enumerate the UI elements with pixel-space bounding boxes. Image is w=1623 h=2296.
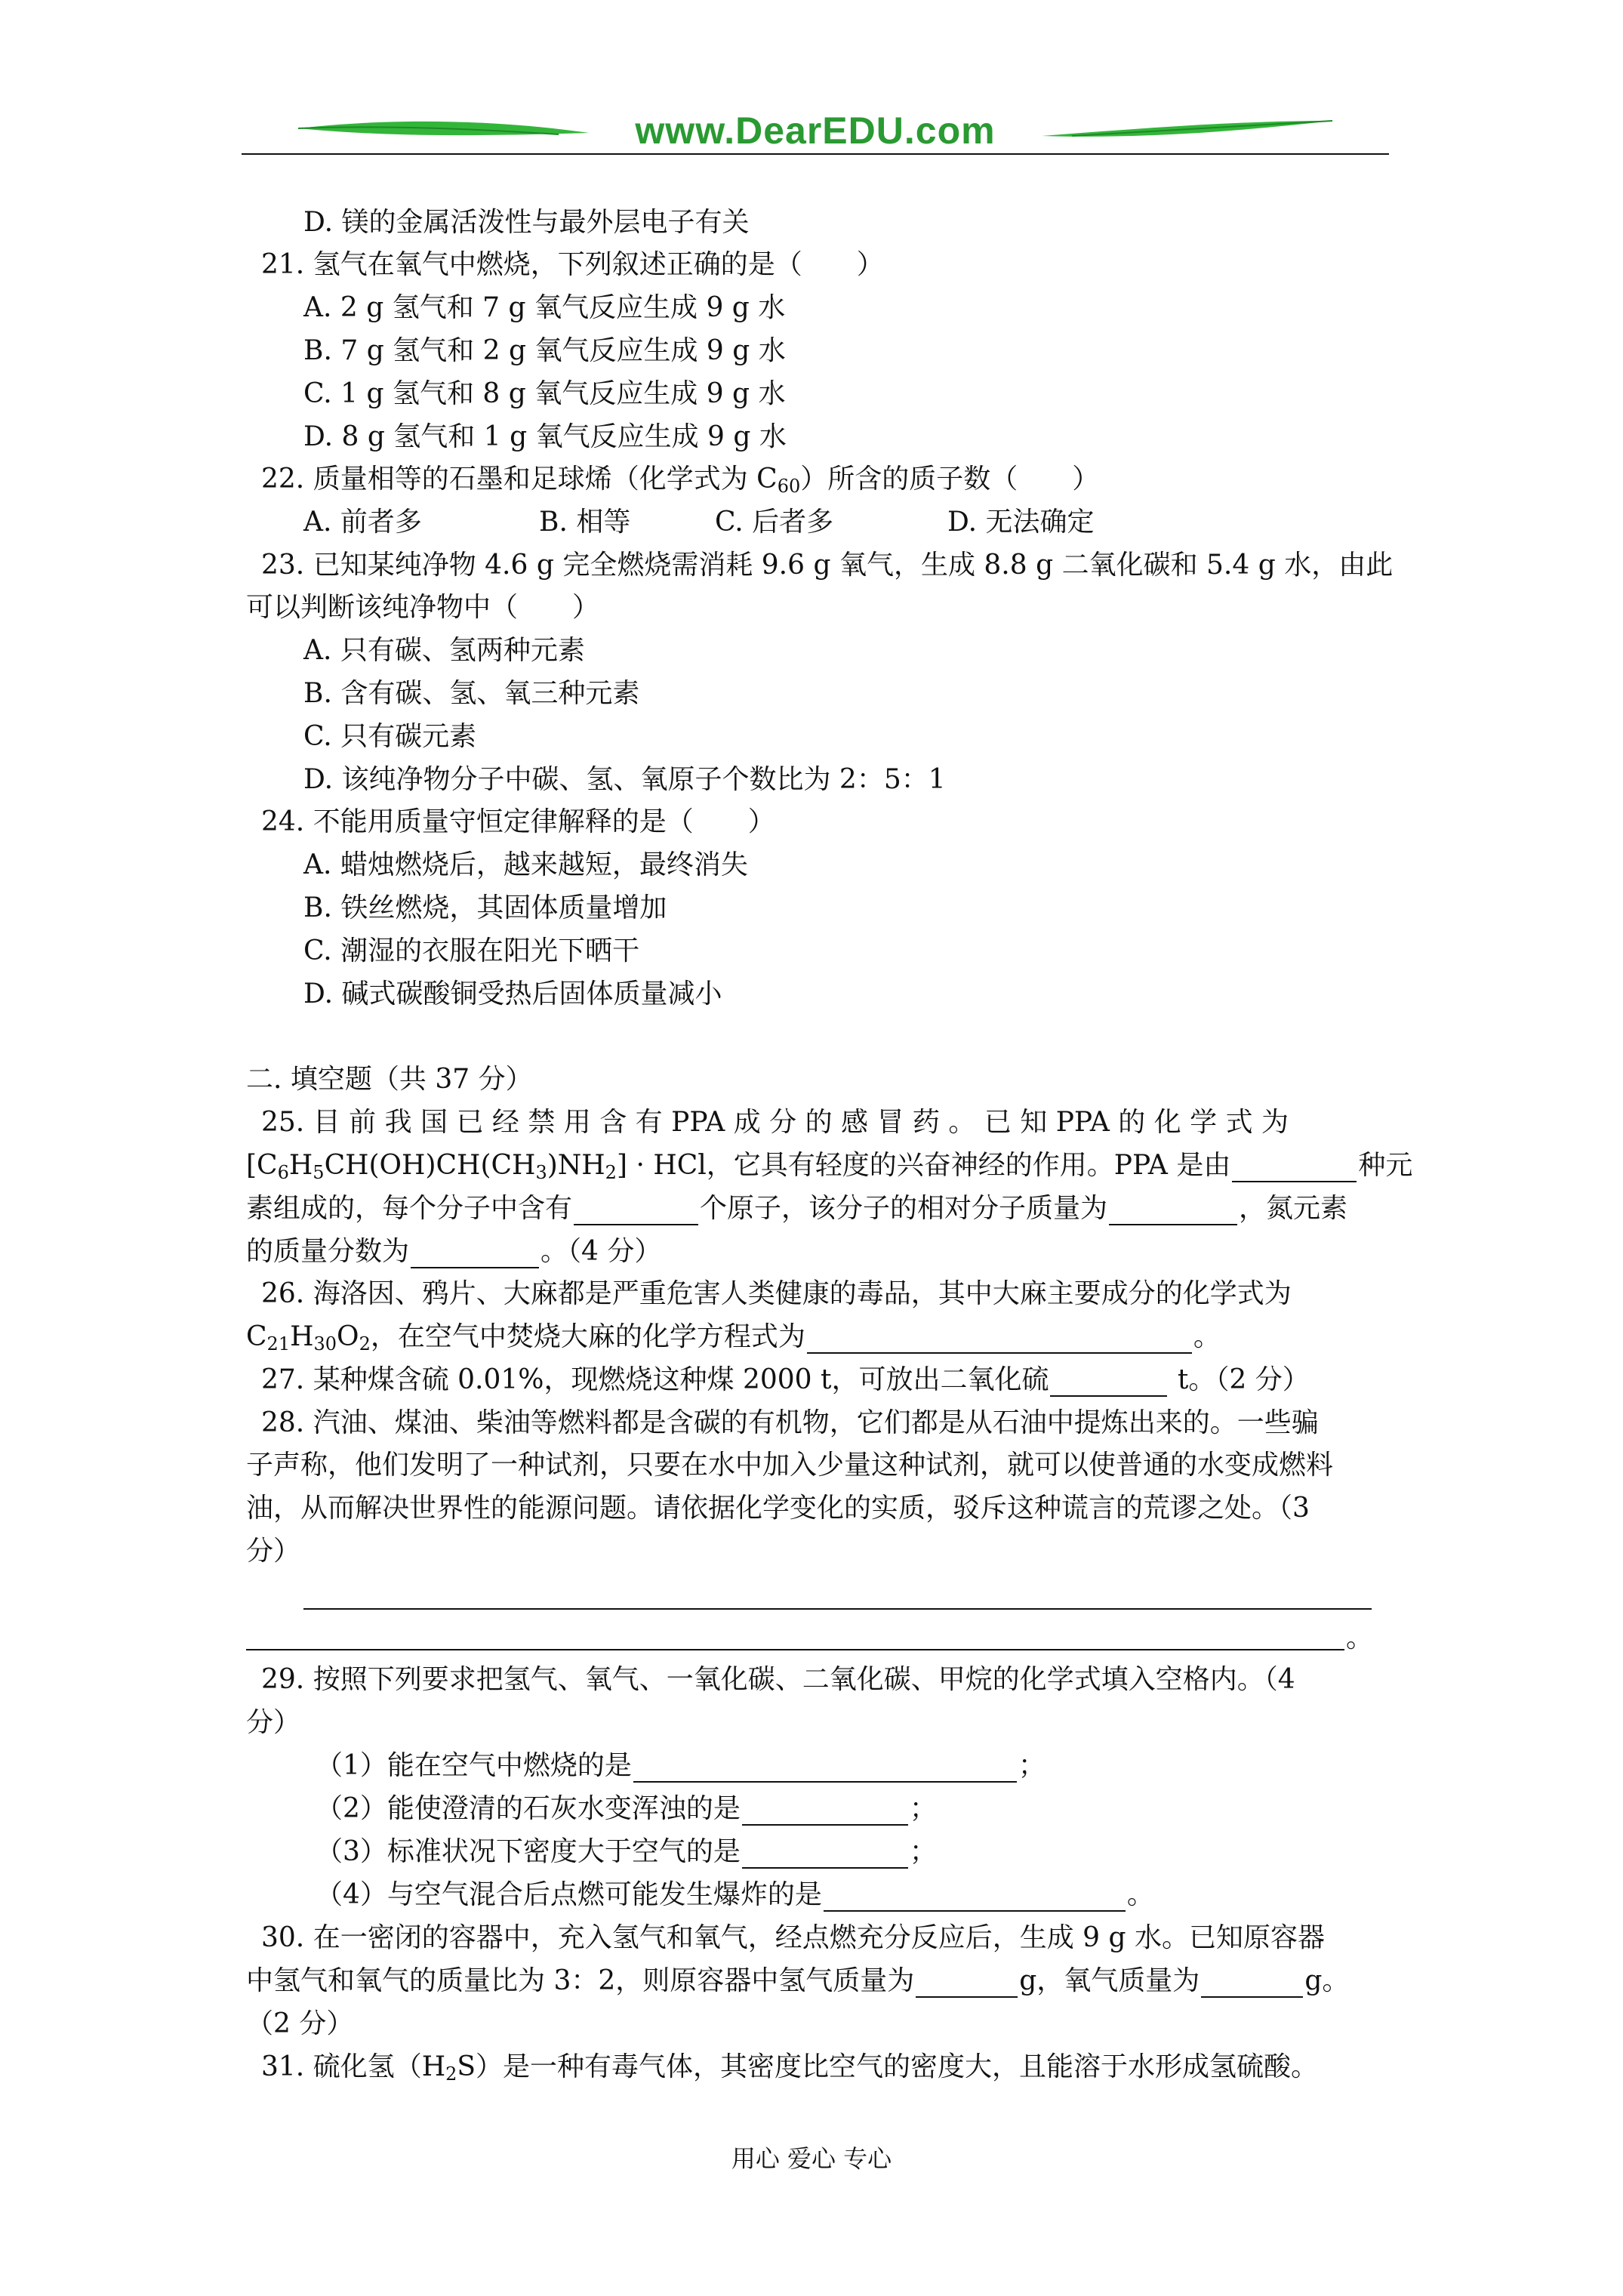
site-header-logo <box>242 106 1389 160</box>
answer-blank[interactable] <box>633 1754 1017 1783</box>
formula-part: CH(OH)CH(CH <box>324 1150 536 1181</box>
question-27 <box>261 1364 1310 1397</box>
answer-blank[interactable] <box>916 1969 1018 1998</box>
q25-text: 个原子，该分子的相对分子质量为 <box>700 1193 1108 1224</box>
q29-text: 。 <box>1126 1879 1154 1910</box>
q26-text: ，在空气中焚烧大麻的化学方程式为 <box>370 1321 805 1352</box>
formula-part: H <box>290 1321 314 1352</box>
q29-text: ； <box>909 1793 937 1824</box>
answer-blank[interactable] <box>411 1240 539 1268</box>
question-28-line1: 28. 汽油、煤油、柴油等燃料都是含碳的有机物，它们都是从石油中提炼出来的。一些骗 <box>261 1407 1319 1438</box>
q24-option-a: A. 蜡烛燃烧后，越来越短，最终消失 <box>303 849 748 880</box>
question-26-line1: 26. 海洛因、鸦片、大麻都是严重危害人类健康的毒品，其中大麻主要成分的化学式为 <box>261 1278 1292 1309</box>
q25-text: 的质量分数为 <box>246 1236 410 1267</box>
answer-line[interactable] <box>246 1649 1344 1650</box>
q29-item-3 <box>316 1835 937 1869</box>
q22-option-c: C. 后者多 <box>715 507 834 538</box>
question-31 <box>261 2051 1318 2084</box>
answer-blank[interactable] <box>574 1197 698 1225</box>
question-25-line3 <box>246 1192 1347 1225</box>
q25-text: 种元 <box>1358 1150 1413 1181</box>
q22-option-a: A. 前者多 <box>303 507 422 538</box>
q22-text-end: ）所含的质子数（ ） <box>800 464 1100 495</box>
q21-option-c: C. 1 g 氢气和 8 g 氧气反应生成 9 g 水 <box>303 378 786 409</box>
q29-text: （4）与空气混合后点燃可能发生爆炸的是 <box>316 1879 822 1910</box>
answer-blank[interactable] <box>1201 1969 1303 1998</box>
answer-blank[interactable] <box>742 1797 908 1826</box>
question-30-line1: 30. 在一密闭的容器中，充入氢气和氧气，经点燃充分反应后，生成 9 g 水。已知原容器 <box>261 1922 1325 1953</box>
q24-option-d: D. 碱式碳酸铜受热后固体质量减小 <box>303 978 722 1009</box>
q22-option-b: B. 相等 <box>539 507 631 538</box>
question-25-line1: 25. 目 前 我 国 已 经 禁 用 含 有 PPA 成 分 的 感 冒 药 。 已 知 PPA 的 化 学 式 为 <box>261 1107 1289 1138</box>
q30-text: g，氧气质量为 <box>1019 1965 1200 1996</box>
question-23-line2: 可以判断该纯净物中（ ） <box>246 592 600 623</box>
question-23-line1: 23. 已知某纯净物 4.6 g 完全燃烧需消耗 9.6 g 氧气，生成 8.8 g 二氧化碳和 5.4 g 水，由此 <box>261 550 1394 581</box>
question-28-line3: 油，从而解决世界性的能源问题。请依据化学变化的实质，驳斥这种谎言的荒谬之处。（3 <box>246 1493 1310 1524</box>
q22-options <box>303 506 1094 539</box>
question-25-line4 <box>246 1235 661 1268</box>
q23-option-b: B. 含有碳、氢、氧三种元素 <box>303 678 640 709</box>
q31-text: 31. 硫化氢（H <box>261 2051 446 2082</box>
q30-text: 中氢气和氧气的质量比为 3：2，则原容器中氢气质量为 <box>246 1965 915 1996</box>
subscript: 2 <box>445 2063 457 2085</box>
q26-text: 。 <box>1193 1321 1221 1352</box>
question-26-line2 <box>246 1321 1221 1354</box>
q29-text: （1）能在空气中燃烧的是 <box>316 1750 632 1781</box>
q29-item-4 <box>316 1878 1154 1912</box>
q24-option-c: C. 潮湿的衣服在阳光下晒干 <box>303 935 640 966</box>
q29-text: ； <box>1018 1750 1046 1781</box>
answer-blank[interactable] <box>1109 1197 1237 1225</box>
question-29-line1: 29. 按照下列要求把氢气、氧气、一氧化碳、二氧化碳、甲烷的化学式填入空格内。（4 <box>261 1664 1295 1695</box>
answer-blank[interactable] <box>1232 1154 1357 1182</box>
question-24: 24. 不能用质量守恒定律解释的是（ ） <box>261 806 775 837</box>
formula-part: H <box>288 1150 313 1181</box>
page-footer: 用心 爱心 专心 <box>731 2144 892 2173</box>
question-25-line2 <box>246 1149 1412 1182</box>
q30-text: g。 <box>1304 1965 1350 1996</box>
q29-item-2 <box>316 1792 937 1826</box>
question-28-line4: 分） <box>246 1536 301 1567</box>
q29-item-1 <box>316 1749 1046 1783</box>
subscript: 30 <box>313 1333 337 1354</box>
section-2-heading: 二. 填空题（共 37 分） <box>246 1064 533 1095</box>
subscript: 60 <box>777 476 801 497</box>
question-30-line2 <box>246 1965 1349 1998</box>
subscript: 2 <box>359 1333 371 1354</box>
q23-option-d: D. 该纯净物分子中碳、氢、氧原子个数比为 2：5：1 <box>303 764 946 795</box>
formula-part: O <box>337 1321 359 1352</box>
q25-text: ] · HCl，它具有轻度的兴奋神经的作用。PPA 是由 <box>616 1150 1231 1181</box>
subscript: 6 <box>277 1162 289 1183</box>
q22-text: 22. 质量相等的石墨和足球烯（化学式为 C <box>261 464 778 495</box>
q27-text: 27. 某种煤含硫 0.01%，现燃烧这种煤 2000 t，可放出二氧化硫 <box>261 1364 1049 1395</box>
q21-option-a: A. 2 g 氢气和 7 g 氧气反应生成 9 g 水 <box>303 292 786 323</box>
formula-part: )NH <box>547 1150 605 1181</box>
q27-text: t。（2 分） <box>1169 1364 1310 1395</box>
q25-text: 。（4 分） <box>540 1236 662 1267</box>
q23-option-a: A. 只有碳、氢两种元素 <box>303 635 585 666</box>
question-30-line3: （2 分） <box>246 2008 354 2039</box>
q23-option-c: C. 只有碳元素 <box>303 721 477 752</box>
question-29-line2: 分） <box>246 1707 301 1738</box>
subscript: 5 <box>313 1162 325 1183</box>
q20-option-d: D. 镁的金属活泼性与最外层电子有关 <box>303 207 750 238</box>
header-divider <box>242 153 1389 155</box>
q21-option-d: D. 8 g 氢气和 1 g 氧气反应生成 9 g 水 <box>303 421 787 452</box>
answer-line[interactable] <box>303 1608 1372 1610</box>
q25-text: ，氮元素 <box>1239 1193 1348 1224</box>
q25-text: 素组成的，每个分子中含有 <box>246 1193 573 1224</box>
q22-option-d: D. 无法确定 <box>947 507 1095 538</box>
q29-text: （3）标准状况下密度大于空气的是 <box>316 1836 741 1867</box>
question-28-line2: 子声称，他们发明了一种试剂，只要在水中加入少量这种试剂，就可以使普通的水变成燃料 <box>246 1450 1334 1481</box>
q28-end-period: 。 <box>1346 1623 1374 1653</box>
q31-text: S）是一种有毒气体，其密度比空气的密度大，且能溶于水形成氢硫酸。 <box>457 2051 1319 2082</box>
answer-blank[interactable] <box>742 1840 908 1869</box>
subscript: 21 <box>266 1333 291 1354</box>
q29-text: （2）能使澄清的石灰水变浑浊的是 <box>316 1793 741 1824</box>
q24-option-b: B. 铁丝燃烧，其固体质量增加 <box>303 892 667 923</box>
answer-blank[interactable] <box>1050 1368 1167 1397</box>
q21-option-b: B. 7 g 氢气和 2 g 氧气反应生成 9 g 水 <box>303 335 786 366</box>
q29-text: ； <box>909 1836 937 1867</box>
formula-part: C <box>246 1321 267 1352</box>
subscript: 3 <box>535 1162 547 1183</box>
formula-part: [C <box>246 1150 278 1181</box>
answer-blank[interactable] <box>824 1883 1126 1912</box>
subscript: 2 <box>605 1162 617 1183</box>
question-21: 21. 氢气在氧气中燃烧，下列叙述正确的是（ ） <box>261 249 884 280</box>
answer-blank[interactable] <box>807 1325 1192 1354</box>
site-logo-text: www.DearEDU.com <box>635 109 996 152</box>
question-22 <box>261 463 1099 496</box>
